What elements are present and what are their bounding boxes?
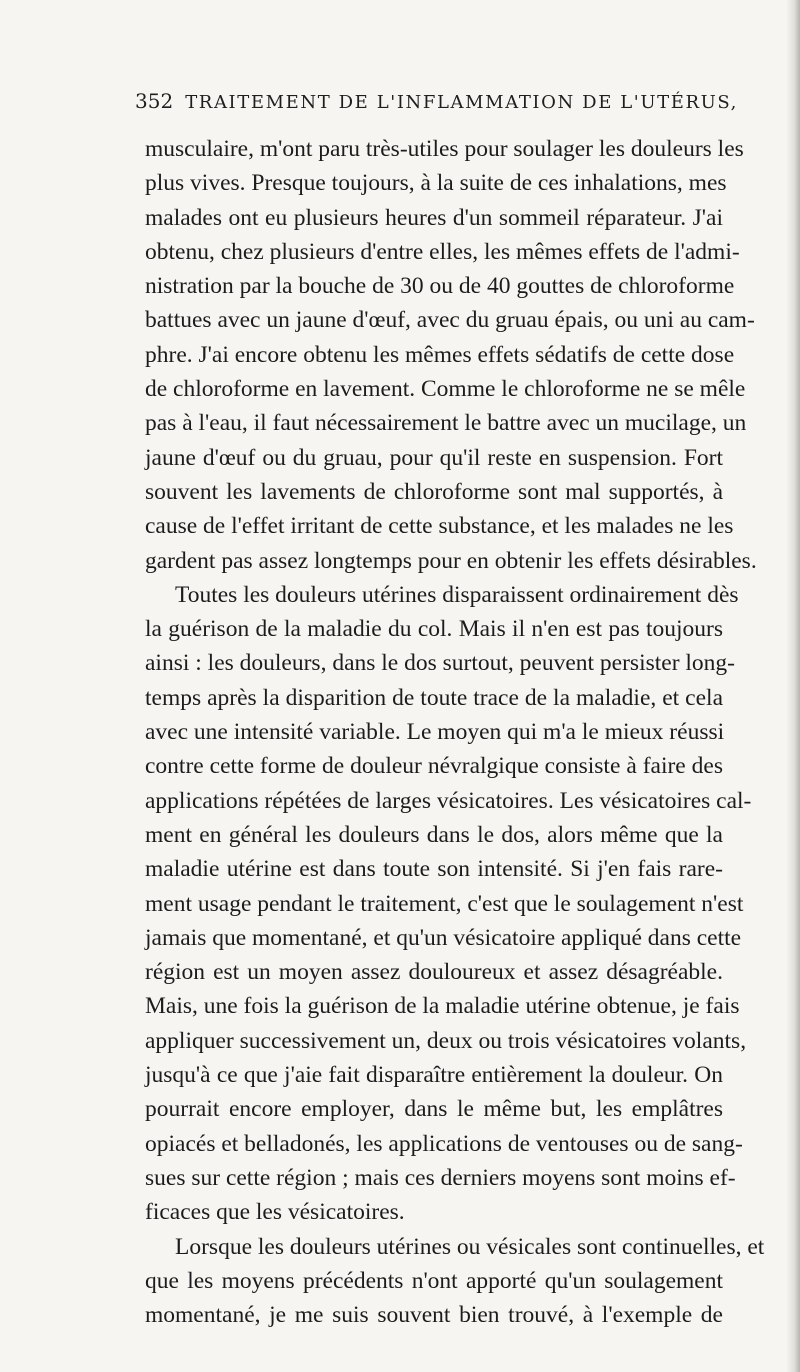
text-line: nistration par la bouche de 30 ou de 40 gouttes de chloroforme <box>145 273 735 300</box>
text-line: pas à l'eau, il faut nécessairement le battre avec un mucilage, un <box>145 410 747 437</box>
text-line: plus vives. Presque toujours, à la suite de ces inhalations, mes <box>145 170 727 197</box>
text-line: phre. J'ai encore obtenu les mêmes effets sédatifs de cette dose <box>145 341 735 368</box>
running-title: TRAITEMENT DE L'INFLAMMATION DE L'UTÉRUS, <box>185 92 739 113</box>
text-line: Toutes les douleurs utérines disparaissent ordinairement dès <box>175 581 739 608</box>
text-line: jaune d'œuf ou du gruau, pour qu'il reste en suspension. Fort <box>145 444 723 471</box>
text-line: cause de l'effet irritant de cette substance, et les malades ne les <box>145 513 734 540</box>
text-line: Mais, une fois la guérison de la maladie utérine obtenue, je fais <box>145 993 740 1020</box>
text-line: applications répétées de larges vésicatoires. Les vésicatoires cal- <box>145 787 752 814</box>
text-line: ment usage pendant le traitement, c'est que le soulagement n'est <box>145 890 744 917</box>
running-header <box>135 89 739 113</box>
text-line: ment en général les douleurs dans le dos, alors même que la <box>145 821 723 848</box>
text-line: de chloroforme en lavement. Comme le chloroforme ne se mêle <box>145 376 746 403</box>
text-line: que les moyens précédents n'ont apporté qu'un soulagement <box>145 1267 723 1294</box>
text-line: jusqu'à ce que j'aie fait disparaître entièrement la douleur. On <box>145 1062 723 1089</box>
text-line: momentané, je me suis souvent bien trouvé, à l'exemple de <box>145 1302 723 1329</box>
text-line: sues sur cette région ; mais ces derniers moyens sont moins ef- <box>145 1164 736 1191</box>
text-line: la guérison de la maladie du col. Mais il n'en est pas toujours <box>145 616 723 643</box>
text-line: temps après la disparition de toute trace de la maladie, et cela <box>145 684 723 711</box>
body-text <box>145 132 765 1332</box>
page-edge-shadow <box>786 0 800 1372</box>
text-line: région est un moyen assez douloureux et assez désagréable. <box>145 959 723 986</box>
text-line: opiacés et belladonés, les applications de ventouses ou de sang- <box>145 1130 743 1157</box>
text-line: souvent les lavements de chloroforme sont mal supportés, à <box>145 478 723 505</box>
text-line: contre cette forme de douleur névralgique consiste à faire des <box>145 753 723 780</box>
text-line: maladie utérine est dans toute son intensité. Si j'en fais rare- <box>145 856 723 883</box>
text-line: appliquer successivement un, deux ou trois vésicatoires volants, <box>145 1027 747 1054</box>
text-line: avec une intensité variable. Le moyen qui m'a le mieux réussi <box>145 719 725 746</box>
text-line: ainsi : les douleurs, dans le dos surtout, peuvent persister long- <box>145 650 736 677</box>
text-line: musculaire, m'ont paru très-utiles pour soulager les douleurs les <box>145 136 744 162</box>
page-number: 352 <box>135 89 174 113</box>
text-line: gardent pas assez longtemps pour en obtenir les effets désirables. <box>145 547 757 574</box>
text-line: Lorsque les douleurs utérines ou vésicales sont continuelles, et <box>175 1233 765 1260</box>
text-line: pourrait encore employer, dans le même but, les emplâtres <box>145 1096 723 1123</box>
text-line: obtenu, chez plusieurs d'entre elles, les mêmes effets de l'admi- <box>145 238 740 265</box>
text-line: jamais que momentané, et qu'un vésicatoire appliqué dans cette <box>145 924 742 951</box>
text-line: battues avec un jaune d'œuf, avec du gruau épais, ou uni au cam- <box>145 307 755 334</box>
text-line: ficaces que les vésicatoires. <box>145 1199 405 1226</box>
text-line: malades ont eu plusieurs heures d'un sommeil réparateur. J'ai <box>145 204 723 231</box>
